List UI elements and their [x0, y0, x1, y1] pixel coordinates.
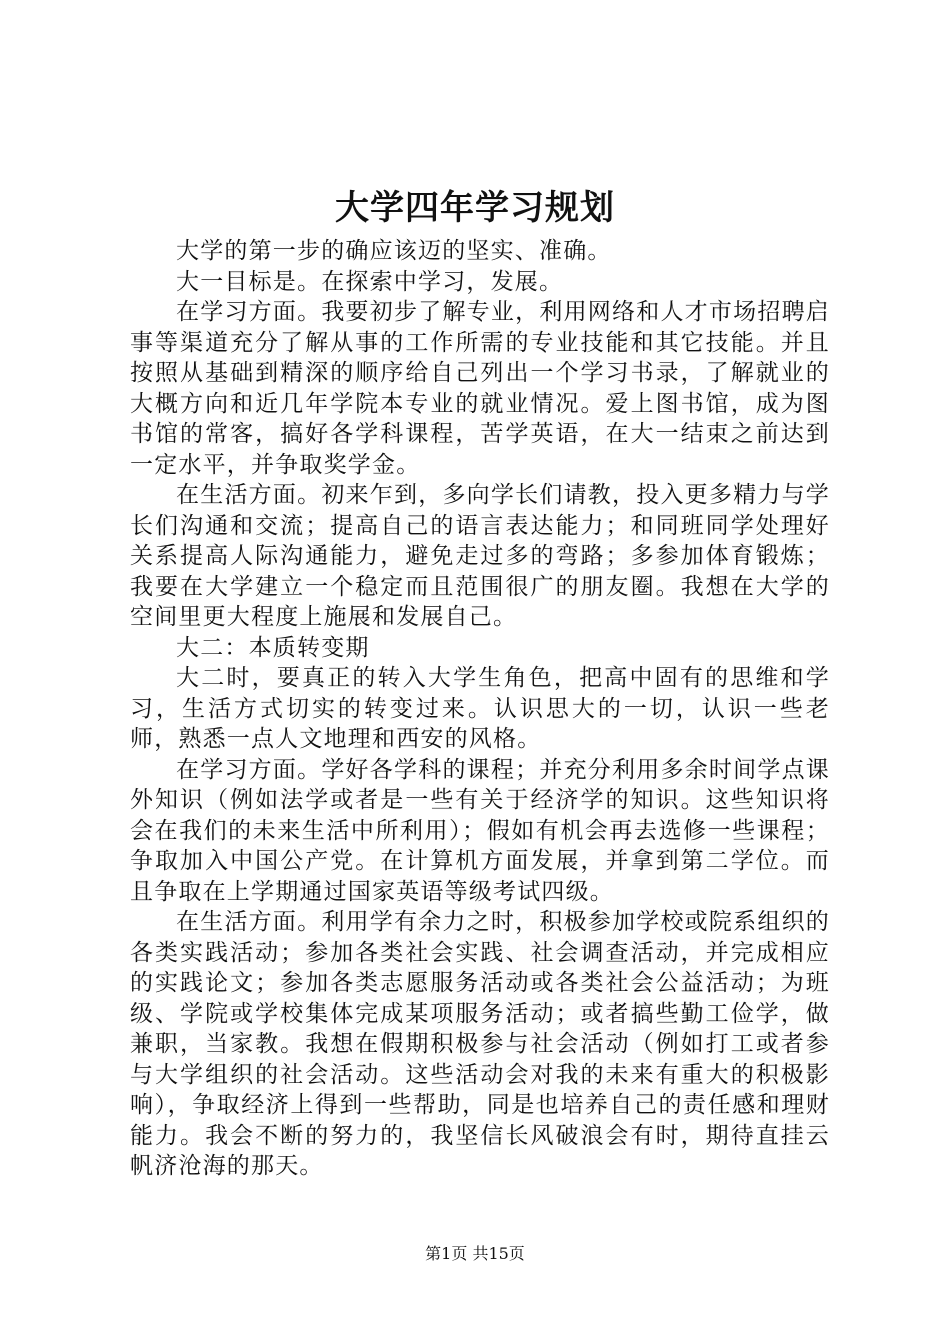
paragraph: 在生活方面。利用学有余力之时，积极参加学校或院系组织的各类实践活动；参加各类社会实践、社会调查活动，并完成相应的实践论文；参加各类志愿服务活动或各类社会公益活动；为班级、学院或学校集体完成某项服务活动；或者搞些勤工俭学，做兼职，当家教。我想在假期积极参与社会活动（例如打工或者参与大学组织的社会活动。这些活动会对我的未来有重大的积极影响），争取经济上得到一些帮助，同是也培养自己的责任感和理财能力。我会不断的努力的，我坚信长风破浪会有时，期待直挂云帆济沧海的那天。: [130, 909, 830, 1179]
paragraph: 大二时，要真正的转入大学生角色，把高中固有的思维和学习，生活方式切实的转变过来。认识思大的一切，认识一些老师，熟悉一点人文地理和西安的风格。: [130, 665, 830, 752]
page-number-footer: 第1页 共15页: [425, 1244, 525, 1263]
paragraph: 大一目标是。在探索中学习，发展。: [176, 268, 564, 295]
paragraph: 在学习方面。学好各学科的课程；并充分利用多余时间学点课外知识（例如法学或者是一些有关于经济学的知识。这些知识将会在我们的未来生活中所利用）；假如有机会再去选修一些课程；争取加入中国公产党。在计算机方面发展，并拿到第二学位。而且争取在上学期通过国家英语等级考试四级。: [130, 756, 830, 905]
paragraph: 大学的第一步的确应该迈的坚实、准确。: [176, 238, 612, 264]
paragraph: 在学习方面。我要初步了解专业，利用网络和人才市场招聘启事等渠道充分了解从事的工作所需的专业技能和其它技能。并且按照从基础到精深的顺序给自己列出一个学习书录，了解就业的大概方向和近几年学院本专业的就业情况。爱上图书馆，成为图书馆的常客，搞好各学科课程，苦学英语，在大一结束之前达到一定水平，并争取奖学金。: [130, 299, 830, 478]
section-heading: 大二：本质转变期: [176, 634, 370, 661]
document-body: [130, 236, 830, 1182]
paragraph: 在生活方面。初来乍到，多向学长们请教，投入更多精力与学长们沟通和交流；提高自己的语言表达能力；和同班同学处理好关系提高人际沟通能力，避免走过多的弯路；多参加体育锻炼；我要在大学建立一个稳定而且范围很广的朋友圈。我想在大学的空间里更大程度上施展和发展自己。: [130, 482, 830, 630]
document-title: 大学四年学习规划: [335, 188, 615, 228]
